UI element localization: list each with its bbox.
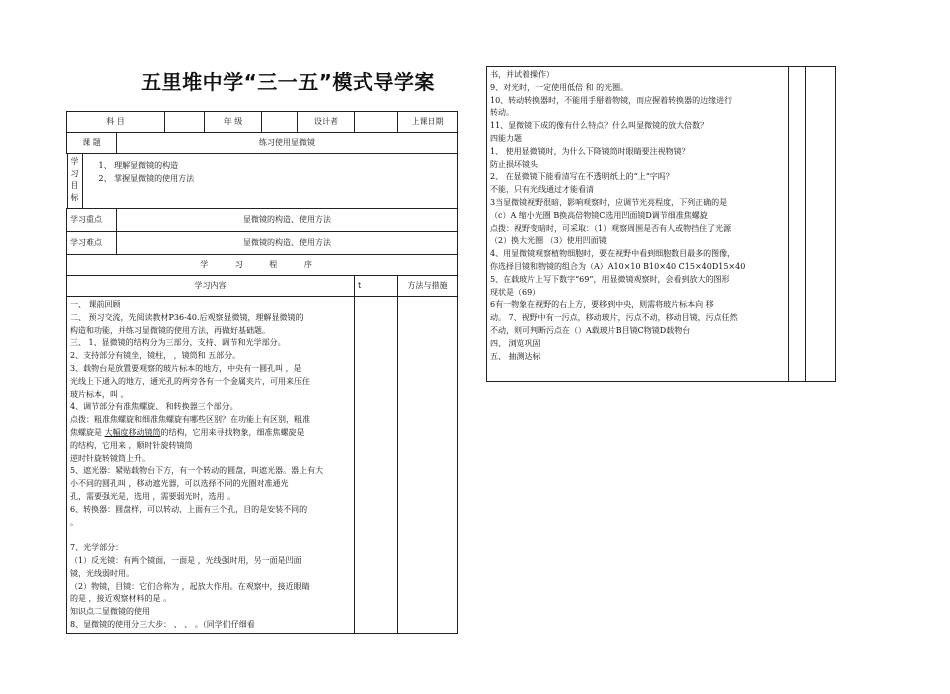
- right-table: [486, 66, 836, 382]
- content-line: （1）反光镜：有两个镜面，一面是 ，光线强时用，另一面是凹面: [70, 555, 302, 565]
- underlined-phrase: 大幅度移动镜筒: [104, 427, 161, 437]
- content-line: 点拨：粗准焦螺旋和细准焦螺旋有哪些区别？在功能上有区别，粗准: [70, 415, 310, 425]
- goals-label-4: 标: [70, 193, 79, 202]
- content-line: 的是 ，接近观察材料的是 。: [70, 594, 172, 604]
- content-line: 7、光学部分：: [70, 543, 124, 553]
- date-label: 上课日期: [398, 112, 458, 133]
- key-points-value: 显微镜的构造、使用方法: [117, 209, 458, 232]
- right-line: 不动，则可判断污点在（）A载玻片B目镜C物镜D载物台: [490, 325, 691, 335]
- right-line: 6有一物象在视野的右上方，要移到中央，则需将玻片标本向 移: [490, 300, 714, 310]
- methods-header: 方法与措施: [398, 276, 458, 297]
- content-line: 5、遮光器：紧贴载物台下方，有一个转动的圆盘，叫遮光器。器上有大: [70, 466, 324, 476]
- right-line: 动。 7、视野中有一污点，移动玻片，污点不动，移动目镜，污点任然: [490, 313, 738, 323]
- content-line: 孔，需要强光是，选用 ，需要弱光时，选用 。: [70, 491, 236, 501]
- header-row: [67, 112, 458, 133]
- content-line: 。: [70, 517, 78, 527]
- right-line: 9、对光时，一定使用低倍 和 的光圈。: [490, 82, 629, 92]
- content-line: 8、显微镜的使用分三大步： 、 、 。（同学们仔细看: [70, 619, 255, 629]
- mark-header: t: [355, 276, 398, 297]
- content-line: 构造和功能，并练习显微镜的使用方法，再做好基础题。: [70, 325, 270, 335]
- content-line: 光线上下通入的地方，通光孔的两旁各有一个金属夹片，可用来压住: [70, 376, 310, 386]
- goals-row: [67, 154, 458, 209]
- right-line: 书，并试着操作）: [490, 70, 554, 79]
- right-line: 3当显微镜视野很暗，影响观察时，应调节光亮程度，下列正确的是: [490, 197, 728, 207]
- methods-column: [398, 297, 458, 634]
- grade-value: [262, 112, 298, 133]
- content-line: 4、调节部分有准焦螺旋、 和转换器三个部分。: [70, 402, 238, 412]
- content-line: 的结构，它用来 ，顺时针旋转镜筒: [70, 440, 193, 450]
- key-points-row: [67, 209, 458, 232]
- right-line: 点拨：视野变暗时，可采取：（1）观察周围是否有人或物挡住了光源: [490, 223, 732, 233]
- right-line: 现状是（69）: [490, 287, 541, 297]
- right-line: 1、 使用显微镜时，为什么下降镜筒时眼睛要注视物镜？: [490, 146, 690, 156]
- subject-label: 科 目: [67, 112, 165, 133]
- right-line: 11、显微镜下成的像有什么特点？什么叫显微镜的放大倍数？: [490, 121, 709, 131]
- page-title: 五里堆中学“三一五”模式导学案: [141, 70, 435, 94]
- designer-label: 设计者: [298, 112, 355, 133]
- right-content-row: [487, 67, 836, 382]
- difficulties-label: 学习难点: [67, 232, 117, 255]
- left-table: [66, 111, 458, 634]
- content-header-row: [67, 276, 458, 297]
- right-line: 防止损坏镜头: [490, 159, 538, 169]
- topic-value: 练习使用显微镜: [117, 133, 458, 154]
- content-line: 逆时针旋转镜筒上升。: [70, 453, 150, 463]
- right-methods-column: [806, 67, 836, 382]
- content-line: 2、支持部分有镜坐，镜柱， ，镜筒和 五部分。: [70, 351, 241, 361]
- content-line: 小不同的圆孔叫 ，移动遮光器，可以选择不同的光圈对准通光: [70, 479, 289, 489]
- goals-label-1: 学: [70, 157, 79, 166]
- content-line: 6、转换器：圆盘样，可以转动，上面有三个孔，目的是安装不同的: [70, 504, 308, 514]
- content-line: 镜，光线弱时用。: [70, 568, 134, 578]
- right-line: 2、 在显微镜下能看清写在不透明纸上的“上”字吗？: [490, 172, 674, 182]
- goal-line-1: 1、 理解显微镜的构造: [98, 161, 179, 170]
- content-line: 三、 1、显微镜的结构分为三部分，支持、调节和光学部分。: [70, 338, 286, 348]
- procedure-label: 学 习 程 序: [67, 255, 458, 276]
- subject-value: [165, 112, 205, 133]
- right-line: 五、 抽测达标: [490, 351, 541, 361]
- content-line: 3、载物台是放置要观察的玻片标本的地方，中央有一圆孔叫 ，是: [70, 363, 302, 373]
- right-content-body: [487, 67, 789, 382]
- content-body: [67, 297, 355, 634]
- difficulties-row: [67, 232, 458, 255]
- right-line: 四、 浏览巩固: [490, 338, 541, 348]
- right-line: 转动。: [490, 108, 514, 118]
- topic-label: 课 题: [67, 133, 117, 154]
- content-header: 学习内容: [67, 276, 355, 297]
- right-line: 10、转动转换器时，不能用手掰着物镜，而应握着转换器的边缘进行: [490, 95, 733, 105]
- content-line: 一、 课前回顾: [70, 300, 121, 309]
- content-line: 知识点二显微镜的使用: [70, 607, 150, 617]
- right-line: 5、在载玻片上写下数字“69”，用显微镜观察时，会看到放大的图形: [490, 274, 730, 284]
- difficulties-value: 显微镜的构造、使用方法: [117, 232, 458, 255]
- right-line: （c）A 缩小光圈 B换高倍物镜C选用凹面镜D调节细准焦螺旋: [490, 210, 708, 220]
- content-line: 玻片标本，叫 。: [70, 389, 129, 399]
- content-line: [70, 529, 351, 542]
- mark-column: [355, 297, 398, 634]
- right-mark-column: [789, 67, 806, 382]
- right-line: （2）换大光圈 （3）使用凹面镜: [490, 236, 607, 246]
- grade-label: 年 级: [205, 112, 262, 133]
- procedure-row: [67, 255, 458, 276]
- content-line: （2）物镜，目镜：它们合称为 ，起放大作用。在观察中，接近眼睛: [70, 581, 310, 591]
- goals-label-2: 习: [70, 169, 79, 178]
- goal-line-2: 2、 掌握显微镜的使用方法: [98, 173, 195, 183]
- right-line: 4、用显微镜观察植物细胞时，要在视野中看到细胞数目最多的图像，: [490, 249, 736, 259]
- right-line: 四能力题: [490, 133, 522, 143]
- right-line: 你选择目镜和物镜的组合为（A）A10×10 B10×40 C15×40D15×40: [490, 261, 746, 271]
- key-points-label: 学习重点: [67, 209, 117, 232]
- right-line: 不能，只有光线通过才能看清: [490, 185, 594, 195]
- content-row: [67, 297, 458, 634]
- goals-label-3: 目: [70, 181, 79, 190]
- content-line: 焦螺旋是 大幅度移动镜筒的结构，它用来寻找物象，细准焦螺旋是: [70, 427, 305, 437]
- designer-value: [355, 112, 398, 133]
- content-line: 二、 预习交流，先阅读教材P36-40.后观察显微镜，理解显微镜的: [70, 312, 304, 322]
- topic-row: [67, 133, 458, 154]
